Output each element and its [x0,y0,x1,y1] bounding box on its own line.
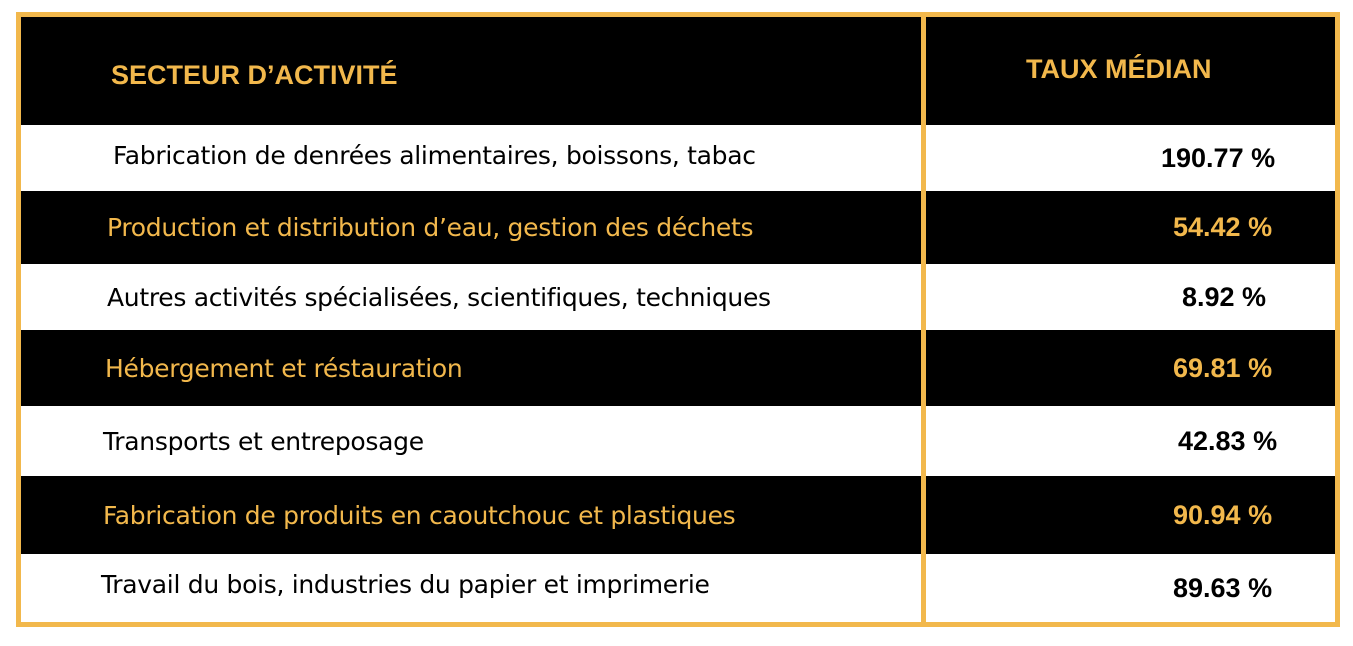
sector-name: Autres activités spécialisées, scientifiques, techniques [107,282,771,312]
sector-rate-table [16,12,1340,627]
column-header-rate [926,17,1335,125]
rate-cell [926,191,1335,264]
table-row [21,330,1335,406]
sector-name: Fabrication de denrées alimentaires, boissons, tabac [113,140,756,170]
rate-value: 90.94 % [1173,499,1273,530]
sector-cell [21,554,921,622]
sector-cell [21,191,921,264]
rate-cell [926,406,1335,476]
table-row [21,264,1335,330]
column-divider [921,17,926,622]
rate-cell [926,554,1335,622]
rate-value: 69.81 % [1173,352,1273,383]
rate-value: 89.63 % [1173,572,1273,603]
column-header-rate-label: TAUX MÉDIAN [1026,53,1212,84]
rate-value: 8.92 % [1182,281,1267,312]
sector-name: Hébergement et réstauration [105,353,463,383]
column-header-sector-label: SECTEUR D’ACTIVITÉ [111,59,398,90]
sector-cell [21,125,921,191]
column-header-sector [21,17,921,125]
rate-value: 42.83 % [1178,425,1278,456]
sector-cell [21,476,921,554]
table-header-row [21,17,1335,125]
sector-cell [21,406,921,476]
sector-name: Transports et entreposage [103,426,424,456]
table-row [21,476,1335,554]
sector-cell [21,330,921,406]
sector-cell [21,264,921,330]
rate-cell [926,476,1335,554]
sector-name: Production et distribution d’eau, gestion des déchets [107,213,754,242]
sector-name: Fabrication de produits en caoutchouc et plastiques [103,500,736,530]
sector-name: Travail du bois, industries du papier et imprimerie [101,569,710,599]
table-row [21,406,1335,476]
rate-cell [926,125,1335,191]
rate-value: 54.42 % [1173,212,1273,242]
rate-cell [926,264,1335,330]
rate-value: 190.77 % [1161,142,1276,173]
rate-cell [926,330,1335,406]
table-row [21,191,1335,264]
table-row [21,125,1335,191]
table-row [21,554,1335,622]
